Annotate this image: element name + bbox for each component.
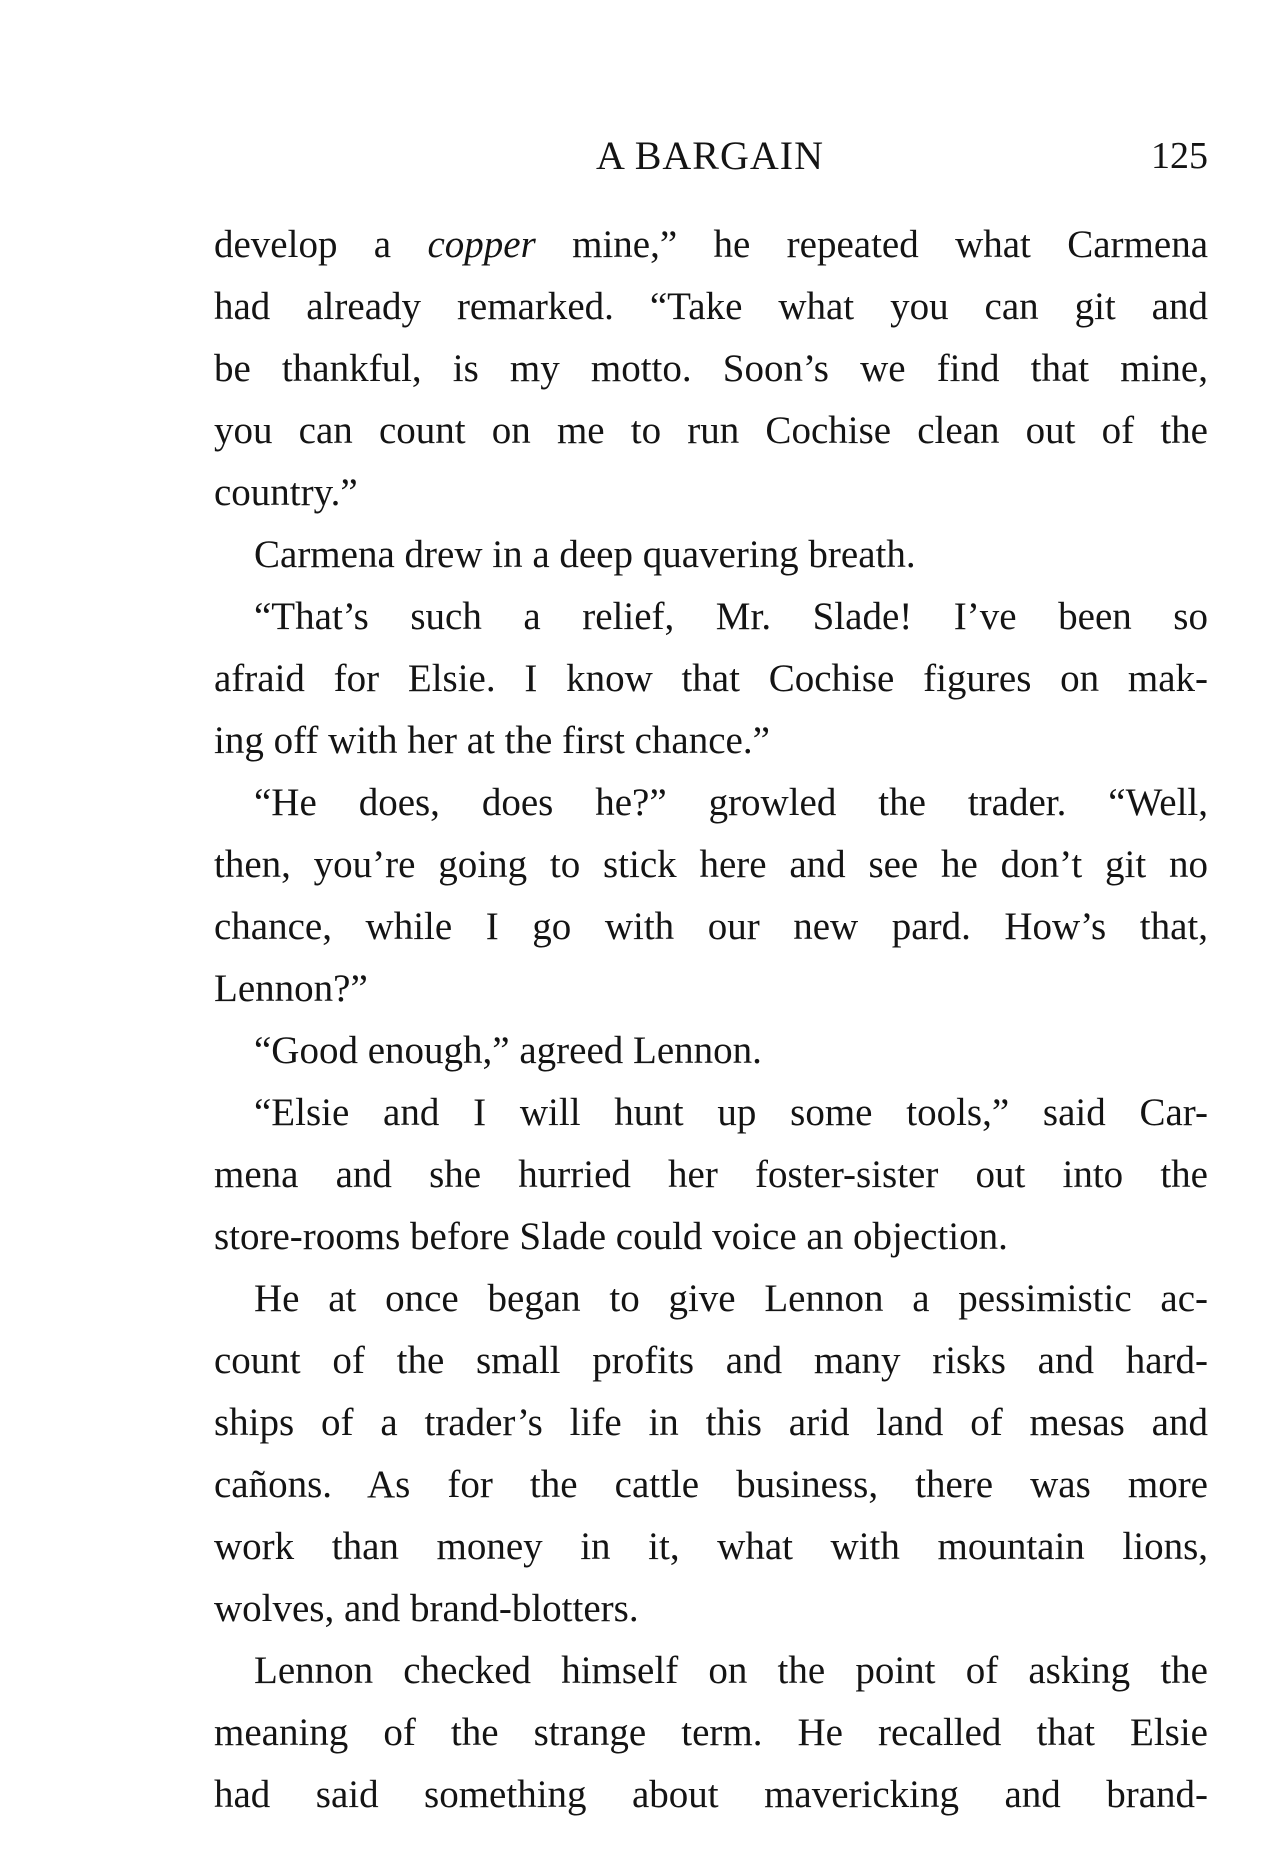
page-header bbox=[212, 132, 1208, 182]
paragraph-4 bbox=[214, 772, 1208, 1020]
paragraph-6 bbox=[214, 1082, 1208, 1268]
text-line: store-rooms before Slade could voice an objection. bbox=[214, 1215, 1008, 1258]
paragraph-2 bbox=[214, 524, 1208, 586]
text-line: work than money in it, what with mountain lions, bbox=[214, 1525, 1208, 1568]
text-line: Carmena drew in a deep quavering breath. bbox=[254, 533, 916, 576]
text-line: you can count on me to run Cochise clean out of the bbox=[214, 409, 1208, 452]
text-line: be thankful, is my motto. Soon’s we find that mine, bbox=[214, 347, 1208, 390]
text-line: had already remarked. “Take what you can git and bbox=[214, 285, 1208, 328]
text-line: “That’s such a relief, Mr. Slade! I’ve been so bbox=[254, 595, 1208, 638]
text-line: country.” bbox=[214, 471, 358, 514]
text-line: mena and she hurried her foster-sister out into the bbox=[214, 1153, 1208, 1196]
paragraph-3 bbox=[214, 586, 1208, 772]
emphasis-copper: copper bbox=[427, 223, 536, 266]
text-line: “Good enough,” agreed Lennon. bbox=[254, 1029, 762, 1072]
text-line: wolves, and brand-blotters. bbox=[214, 1587, 639, 1630]
running-title: A BARGAIN bbox=[596, 133, 824, 178]
text-line: Lennon?” bbox=[214, 967, 368, 1010]
text-line: “Elsie and I will hunt up some tools,” said Car- bbox=[254, 1091, 1208, 1134]
body-text bbox=[214, 214, 1208, 1826]
text-line: chance, while I go with our new pard. How’s that, bbox=[214, 905, 1208, 948]
text-line: Lennon checked himself on the point of asking the bbox=[254, 1649, 1208, 1692]
paragraph-8 bbox=[214, 1640, 1208, 1826]
paragraph-1 bbox=[214, 214, 1208, 524]
text-line: then, you’re going to stick here and see he don’t git no bbox=[214, 843, 1208, 886]
text-line: “He does, does he?” growled the trader. “Well, bbox=[254, 781, 1208, 824]
text-line: had said something about mavericking and brand- bbox=[214, 1773, 1208, 1816]
text-line: He at once began to give Lennon a pessimistic ac- bbox=[254, 1277, 1208, 1320]
text-line: develop a copper mine,” he repeated what Carmena bbox=[214, 223, 1209, 266]
page-number: 125 bbox=[1151, 135, 1208, 177]
text-line: cañons. As for the cattle business, there was more bbox=[214, 1463, 1208, 1506]
text-line: count of the small profits and many risks and hard- bbox=[214, 1339, 1208, 1382]
paragraph-5 bbox=[214, 1020, 1208, 1082]
text-line: ships of a trader’s life in this arid land of mesas and bbox=[214, 1401, 1208, 1444]
text-line: afraid for Elsie. I know that Cochise figures on mak- bbox=[214, 657, 1208, 700]
paragraph-7 bbox=[214, 1268, 1208, 1640]
text-line: ing off with her at the first chance.” bbox=[214, 719, 770, 762]
text-line: meaning of the strange term. He recalled that Elsie bbox=[214, 1711, 1208, 1754]
